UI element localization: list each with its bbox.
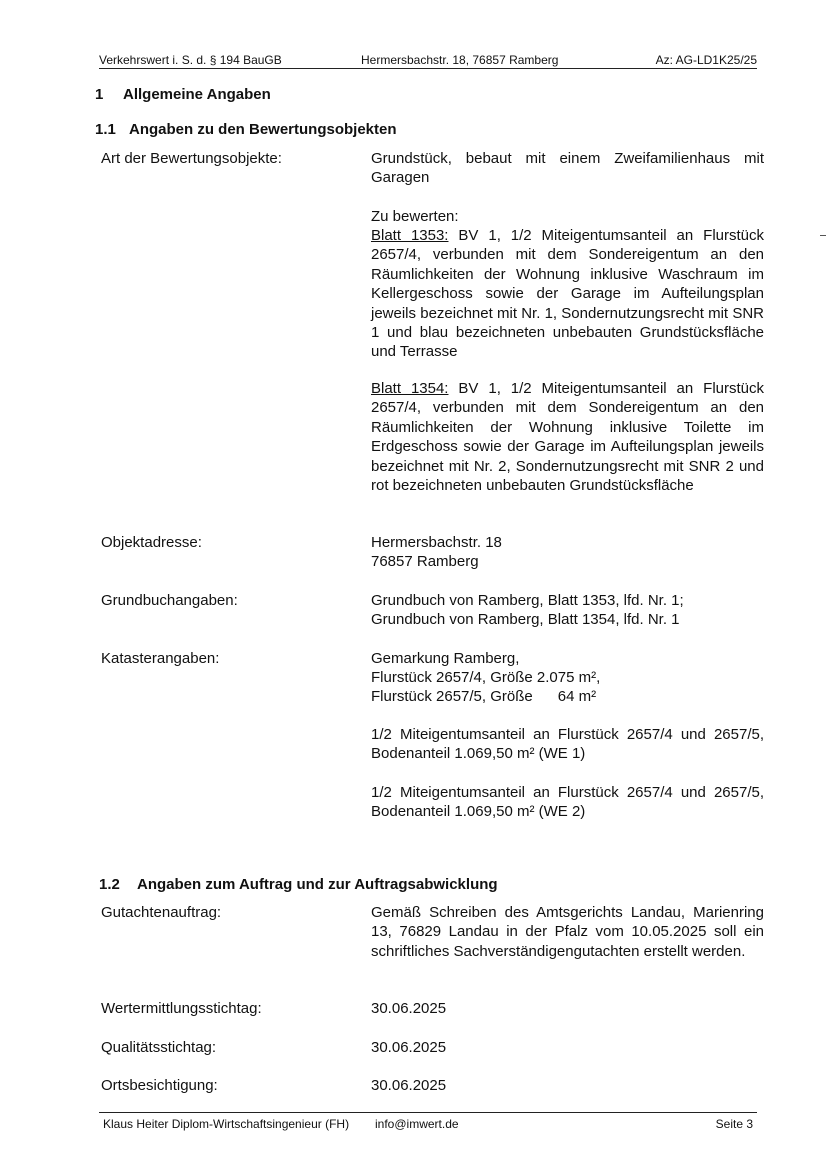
section-heading-1-1 [95,121,397,138]
value-kataster-line-3: Flurstück 2657/5, Größe 64 m² [371,688,597,705]
blatt-1354-label: Blatt 1354: [371,380,449,397]
header-title: Verkehrswert i. S. d. § 194 BauGB [99,53,282,67]
label-grundbuch: Grundbuchangaben: [101,592,238,609]
label-ortsbesichtigung: Ortsbesichtigung: [101,1077,218,1094]
value-qualitaetsstichtag: 30.06.2025 [371,1039,447,1056]
section-title: Angaben zum Auftrag und zur Auftragsabwicklung [137,876,498,893]
label-qualitaetsstichtag: Qualitätsstichtag: [101,1039,217,1056]
label-wertermittlungsstichtag: Wertermittlungsstichtag: [101,1000,262,1017]
section-title: Allgemeine Angaben [123,86,271,103]
header-reference: Az: AG-LD1K25/25 [655,53,757,67]
value-kataster-line-1: Gemarkung Ramberg, [371,650,520,667]
footer-author: Klaus Heiter Diplom-Wirtschaftsingenieur (FH) [103,1117,350,1131]
value-grundbuch-line-1: Grundbuch von Ramberg, Blatt 1353, lfd. Nr. 1; [371,592,684,609]
value-ortsbesichtigung: 30.06.2025 [371,1077,447,1094]
label-gutachtenauftrag: Gutachtenauftrag: [101,904,222,921]
value-gutachtenauftrag: Gemäß Schreiben des Amtsgerichts Landau, Marienring 13, 76829 Landau in der Pfalz vom 10.05.2025 soll ein schriftliches Sachverständigengutachten erstellt werden. [371,904,764,960]
label-objektadresse: Objektadresse: [101,534,202,551]
paragraph-blatt-1354 [371,379,764,495]
section-number: 1 [95,86,104,103]
value-wertermittlungsstichtag: 30.06.2025 [371,1000,447,1017]
paragraph-blatt-1353 [371,226,764,362]
section-heading-1 [95,86,271,103]
value-address-line-2: 76857 Ramberg [371,553,479,570]
value-anteil-we1: 1/2 Miteigentumsanteil an Flurstück 2657/4 und 2657/5, Bodenanteil 1.069,50 m² (WE 1) [371,726,764,763]
page-footer [99,1112,757,1133]
section-title: Angaben zu den Bewertungsobjekten [129,121,397,138]
blatt-1353-text: BV 1, 1/2 Miteigentumsanteil an Flurstück 2657/4, verbunden mit dem Sondereigentum an den Räumlichkeiten der Wohnung inklusive Waschraum im Kellergeschoss sowie der Garage im Aufteilungsplan jeweils bezeichnet mit Nr. 1, Sondernutzungsrecht mit SNR 1 und blau bezeichneten unbebauten Grundstücksfläche und Terrasse [371,227,765,361]
zu-bewerten: Zu bewerten: [371,208,459,225]
section-number: 1.2 [99,876,120,893]
footer-email[interactable]: info@imwert.de [375,1117,459,1131]
blatt-1353-label: Blatt 1353: [371,227,449,244]
value-kataster-line-2: Flurstück 2657/4, Größe 2.075 m², [371,669,601,686]
footer-page-number: Seite 3 [715,1117,753,1131]
label-kataster: Katasterangaben: [101,650,220,667]
page-header [99,52,757,69]
value-grundbuch-line-2: Grundbuch von Ramberg, Blatt 1354, lfd. Nr. 1 [371,611,680,628]
blatt-1354-text: BV 1, 1/2 Miteigentumsanteil an Flurstück 2657/4, verbunden mit dem Sondereigentum an den Räumlichkeiten der Wohnung inklusive Toilette im Erdgeschoss sowie der Garage im Aufteilungsplan jeweils bezeichnet mit Nr. 2, Sondernutzungsrecht mit SNR 2 und rot bezeichneten unbebauten Grundstücksfläche [371,380,765,495]
section-number: 1.1 [95,121,116,138]
value-anteil-we2: 1/2 Miteigentumsanteil an Flurstück 2657/4 und 2657/5, Bodenanteil 1.069,50 m² (WE 2) [371,784,764,821]
header-address: Hermersbachstr. 18, 76857 Ramberg [361,53,559,67]
value-address-line-1: Hermersbachstr. 18 [371,534,502,551]
section-heading-1-2 [99,876,498,893]
label-art: Art der Bewertungsobjekte: [101,150,282,167]
margin-mark [820,235,826,236]
value-art: Grundstück, bebaut mit einem Zweifamilienhaus mit Garagen [371,150,764,187]
